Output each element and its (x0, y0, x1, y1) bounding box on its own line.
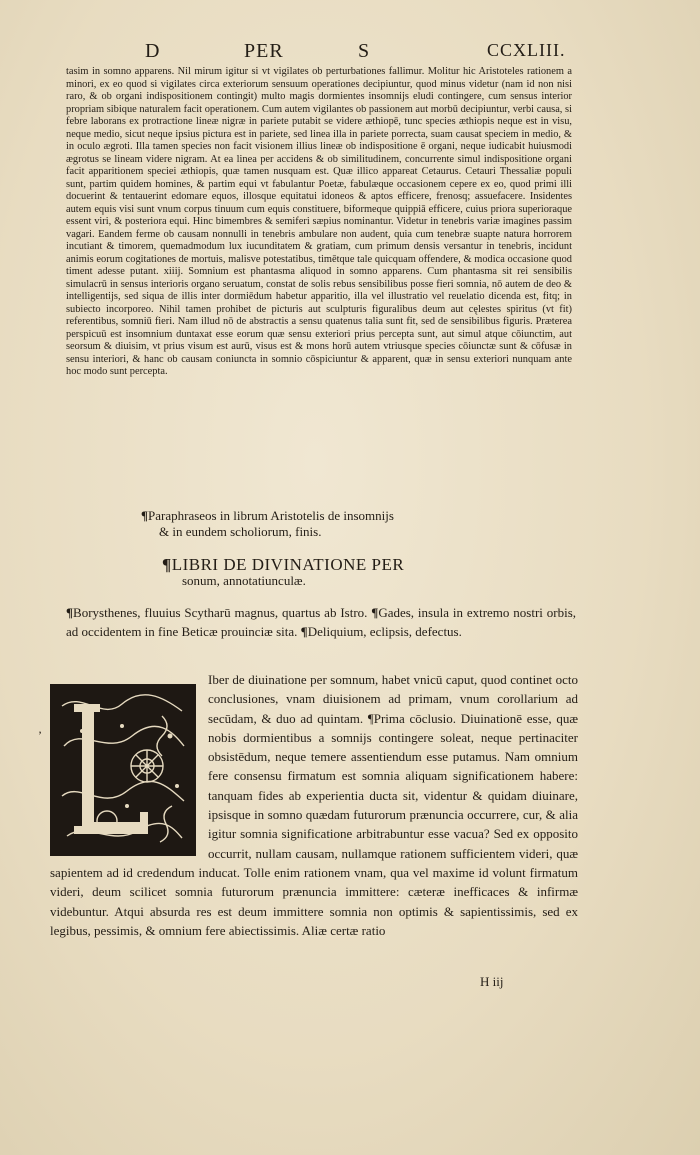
section-title-line2: sonum, annotatiunculæ. (182, 573, 306, 588)
initial-l-ornament (52, 686, 194, 854)
note-gades: Gades, insula in extremo nostri orbis, ad occidentem in fine Beticæ prouinciæ sita. (66, 605, 577, 639)
note-borysthenes: Borysthenes, fluuius Scytharū magnus, quartus ab Istro. (73, 605, 368, 620)
margin-mark: ’ (38, 728, 42, 742)
end-title (141, 508, 541, 540)
pilcrow-icon: ¶ (162, 555, 172, 574)
folio-number: CCXLIII. (487, 40, 566, 60)
header-right: S (358, 40, 371, 62)
header-left: D (145, 40, 161, 62)
running-header (0, 40, 700, 66)
commentary-text: tasim in somno apparens. Nil mirum igitur si vt vigilates ob perturbationes fallimur. Molitur hic Aristoteles rationem a minori, ex eo quod si vigilates circa exteriorum sensuum operationes decipiuntur, quod minus videtur (nam id non nisi raro, & ob organi indispositionem contingit) multo magis dormientes insomnijs eludi contingere, cum sensus interior propriam sibique naturalem facit operationem. Cum autem vigilantes ob passionem aut morbū decipiuntur, verbi causa, si febre laborans ex protractione lineæ nigræ in pariete putabit se videre æthiopē, tunc species æthiopis neque est in visu, neque medio, sicut neque ipsius pictura est in pariete, sed linea illa in pariete porrecta, suam causat speciem in medio, & in oculo ægroti. Illa tamen species non facit visionem illius lineæ ob indispositione ē organi, neque iudicabit huiusmodi ægrotus se lineam videre nigram. At ea linea per accidens & ob similitudinem, concurrente simul indispositione organi facit apparitionem speciei æthiopis, quæ tamen nusquam est. Quæ illico appareat Cetaurus. Cetauri Thessaliæ populi sunt, partim quidem homines, & partim equi vt fabulantur Poetæ, fabulæque occasionem cepere ex eo, quod primi illi docuerint & tentauerint edomare equos, illosque equitatui idoneos & aptos efficere, frenosq; assuefacere. Insidentes autem equis visi sunt vnum corpus tinuum cum equis constituere, biformeque quippiā efficere, cuius priora superioraque essent viri, & posteriora equi. Hinc bimembres & semiferi sæpius nominantur. Videtur in tenebris variæ imagines passim vagari. Eandem ferme ob causam nonnulli in tenebris ambulare non audent, quia cum tenebræ suapte natura horrorem incutiant & timorem, quemadmodum lux iucunditatem & gratiam, cum primum densis versantur in tenebris, incidunt animis eorum cogitationes de mortuis, malisve potestatibus, timētque tale quicquam offendere, & modica occasione quod timent adesse putant. xiiij. Somnium est phantasma aliquod in somno apparens. Cum phantasma sit rei sensibilis simulacrū in sensus interioris organo seruatum, constat de solis rebus sensibilibus posse fieri somnia, nō autem de deo & intelligentijs, sed siqua de illis inter dormiēdum habetur apparitio, illa vel illustratio vel reuelatio dicenda est, fitq; in subiecto incorporeo. Nihil tamen prohibet de picturis aut sculpturis figuralibus deum aut cęlestes spiritus (vt fit) referentibus, somniū fieri. Nam illud nō de abstractis a sensu quatenus talia sunt fit, sed de sensibilibus figuris. Præterea perspicuū est insomnium duntaxat esse eorum quæ sensu exteriori prius percepta sunt, aut simul atque cōiunctim, aut seorsum & diuisim, vt prius visum est aurū, visus est & mons horū autem vtriusque species cōiunctæ sunt & cōfusæ in sensu interiori, & hanc ob causam coniuncta in somnio cōspiciuntur & apparent, quæ in sensu exteriori nunquam ante hoc modo sunt percepta. (66, 66, 572, 377)
section-title (162, 556, 582, 589)
signature-mark: H iij (480, 974, 504, 989)
main-paragraph: Iber de diuinatione per somnum, habet vnicū caput, quod continet octo conclusiones, vnam diuisionem ad primam, vnum corollarium ad secūdam, & duo ad quintam. ¶Prima cōclusio. Diuinationē esse, quæ nobis dormientibus a somnijs contingere soleat, neque pertinaciter obsistēdum, neque temere assentiendum esse putamus. Nam omnium fere consensu firmatum est somnia aliquam significationem habere: tanquam fides ab experientia ducta sit, videntur & quidam diuinare, ipsisque in somno quædam futurorum prænuncia occurrere, cur, & alia igitur somnia significatione arbitrabuntur esse vacua? Sed ex opposito occurrit, nullam causam, nullamque rationem sufficientem videri, quæ sapientem ad id credendum inducat. Tolle enim rationem vnam, qua vel maxime id volunt firmatum videri, deum scilicet somnia futurorum prænuncia immittere: cæteræ inefficaces & infirmæ videbuntur. Atqui absurda res est deum immittere somnia non optimis & sapientissimis, sed ex legibus, pessimis, & omnium fere abiectissimis. Aliæ certæ ratio (50, 672, 578, 938)
pilcrow-icon: ¶ (66, 605, 74, 620)
header-mid: PER (244, 40, 284, 62)
note-deliquium: Deliquium, eclipsis, defectus. (307, 624, 462, 639)
pilcrow-icon: ¶ (371, 605, 379, 620)
end-title-line1: Paraphraseos in librum Aristotelis de insomnijs (148, 508, 394, 523)
section-title-line1: LIBRI DE DIVINATIONE PER (171, 555, 405, 574)
pilcrow-icon: ¶ (141, 508, 149, 523)
end-title-line2: & in eundem scholiorum, finis. (159, 524, 322, 539)
decorated-initial-icon (50, 684, 196, 856)
main-text (50, 670, 578, 940)
annotation-notes (66, 603, 576, 641)
pilcrow-icon: ¶ (300, 624, 308, 639)
